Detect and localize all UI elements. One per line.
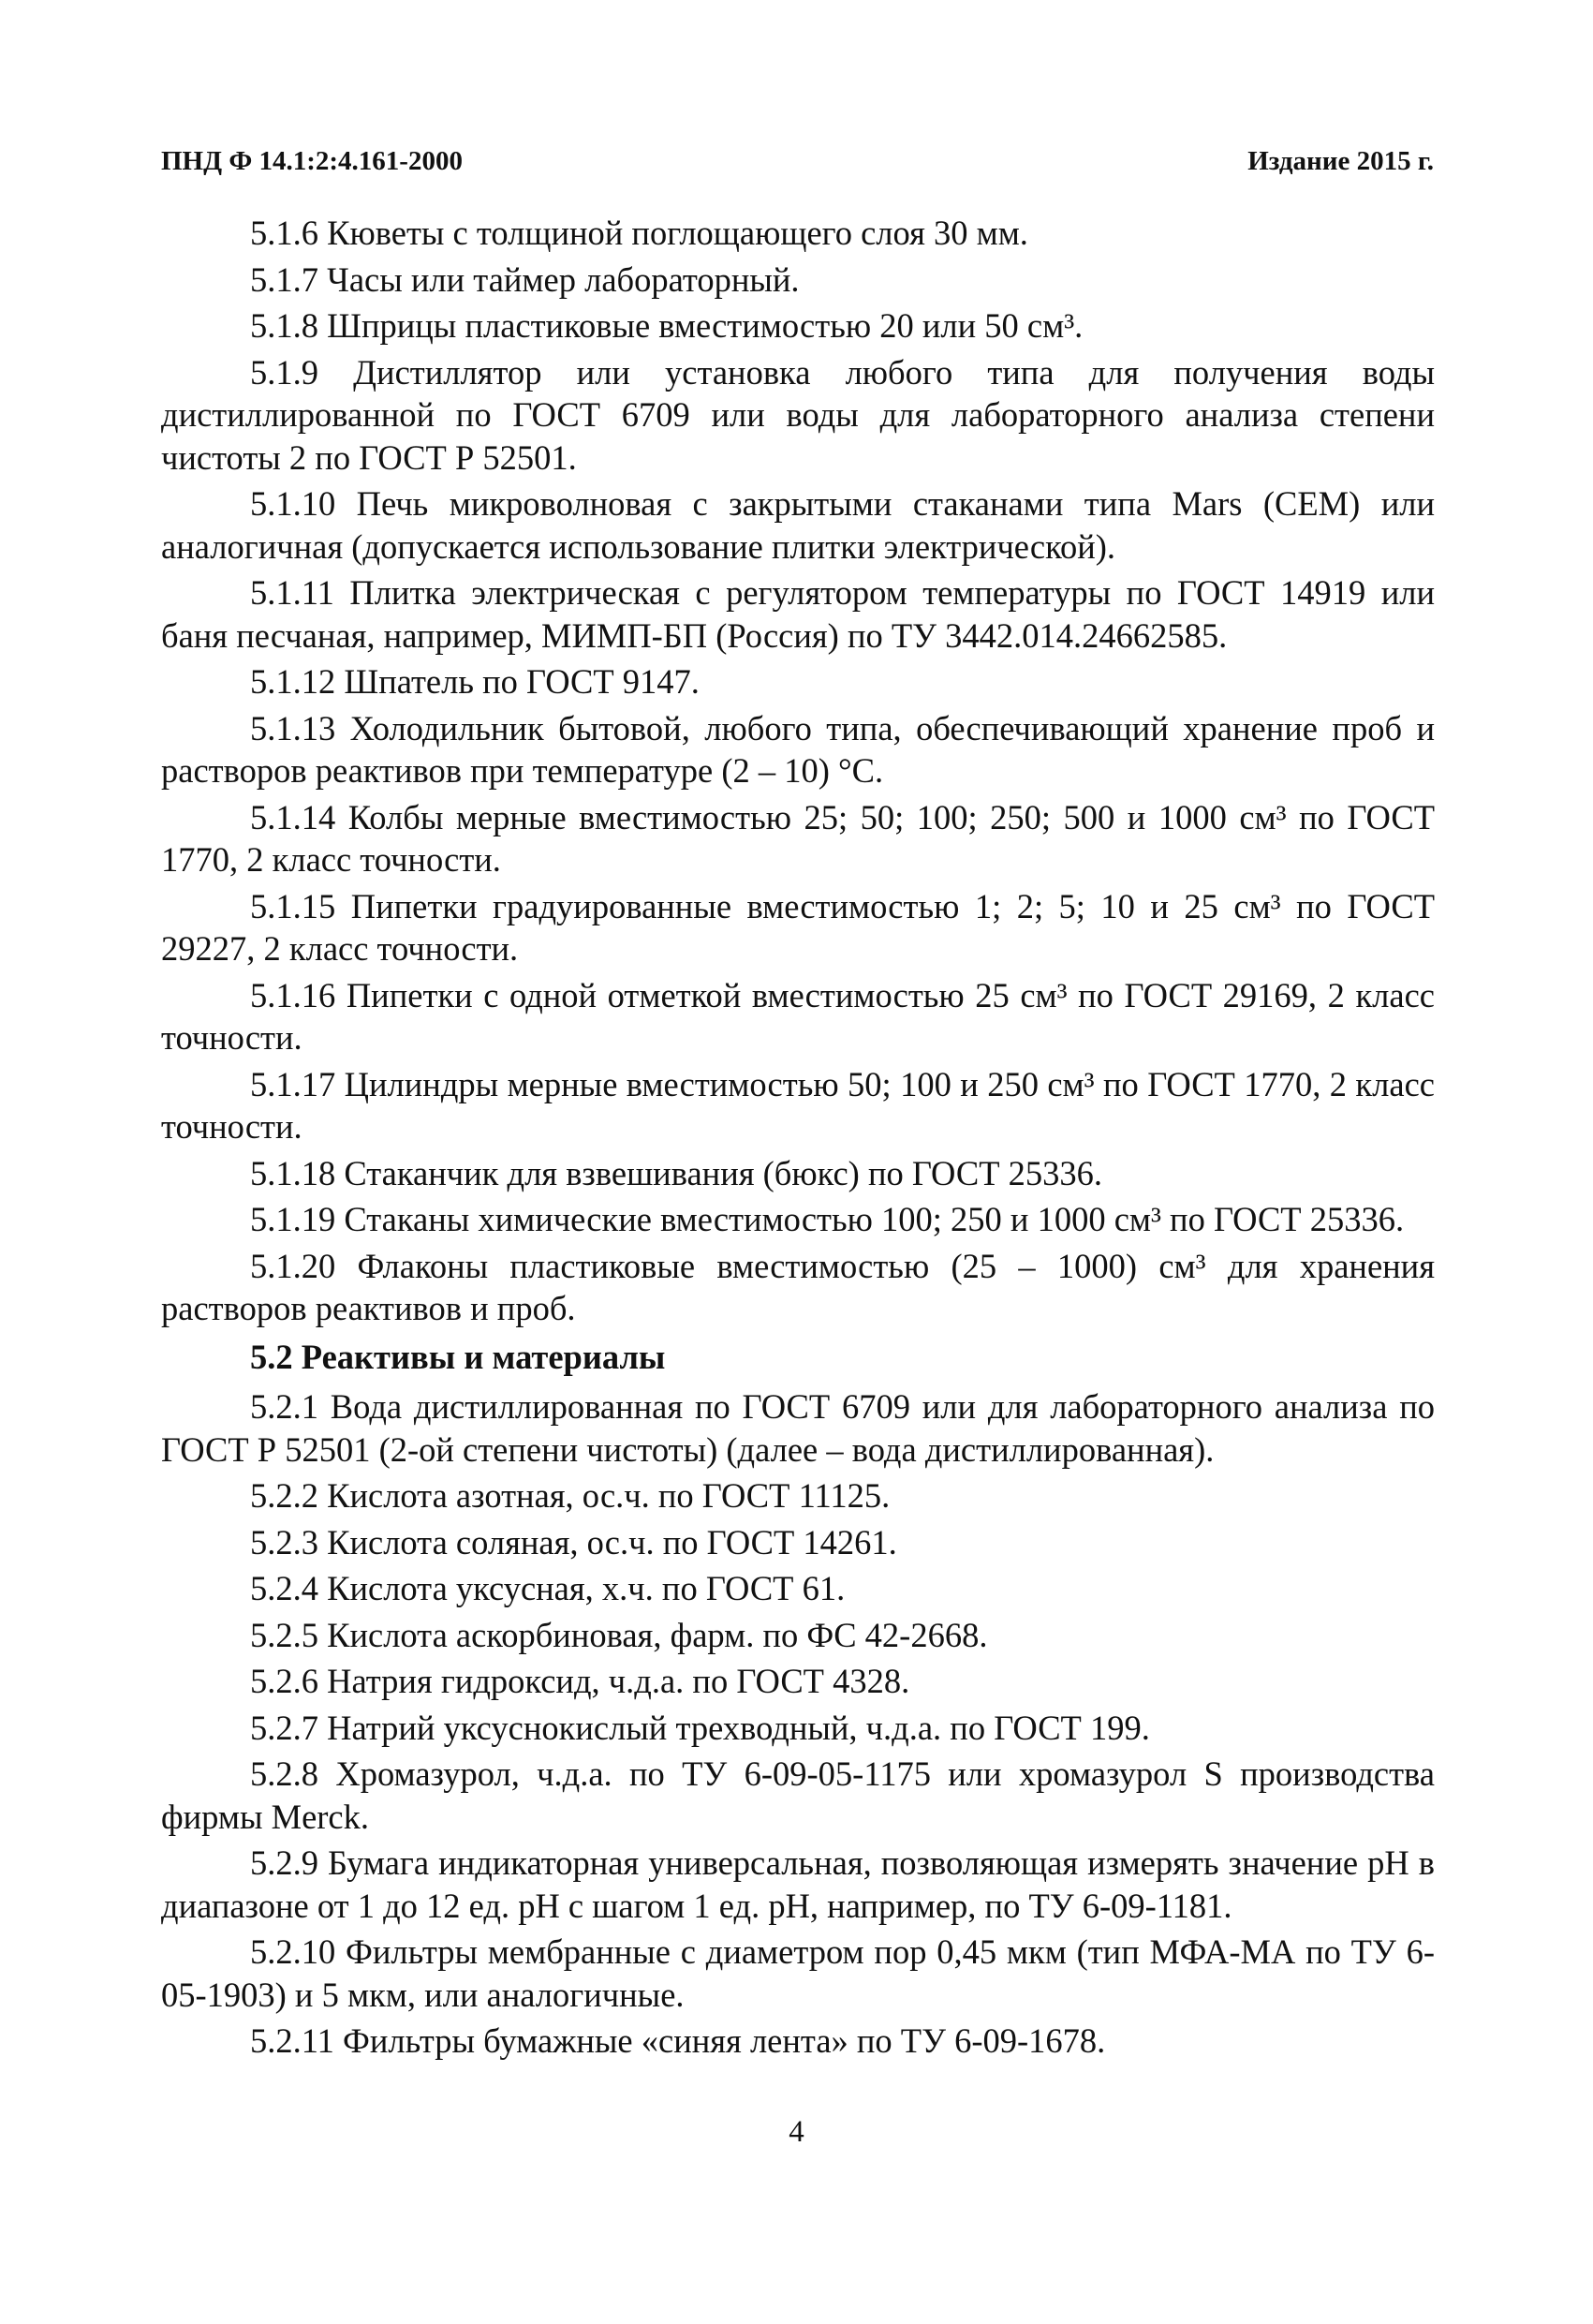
list-item: 5.1.10 Печь микроволновая с закрытыми стаканами типа Mars (CEM) или аналогичная (допускается использование плитки электрической).: [161, 484, 1435, 566]
section-heading: 5.2 Реактивы и материалы: [250, 1337, 666, 1376]
list-item: 5.1.7 Часы или таймер лабораторный.: [250, 259, 800, 299]
list-item: 5.2.7 Натрий уксуснокислый трехводный, ч.д.а. по ГОСТ 199.: [250, 1708, 1150, 1747]
list-item: 5.1.15 Пипетки градуированные вместимостью 1; 2; 5; 10 и 25 см³ по ГОСТ 29227, 2 класс точности.: [161, 886, 1435, 968]
list-item: 5.1.19 Стаканы химические вместимостью 100; 250 и 1000 см³ по ГОСТ 25336.: [250, 1200, 1405, 1238]
document-code: ПНД Ф 14.1:2:4.161-2000: [161, 146, 463, 176]
list-item: 5.2.6 Натрия гидроксид, ч.д.а. по ГОСТ 4328.: [250, 1662, 910, 1700]
list-item: 5.1.18 Стаканчик для взвешивания (бюкс) по ГОСТ 25336.: [250, 1153, 1102, 1192]
list-item: 5.2.2 Кислота азотная, ос.ч. по ГОСТ 11125.: [250, 1476, 891, 1515]
list-item: 5.1.16 Пипетки с одной отметкой вместимостью 25 см³ по ГОСТ 29169, 2 класс точности.: [161, 975, 1435, 1057]
list-item: 5.1.12 Шпатель по ГОСТ 9147.: [250, 662, 700, 701]
list-item: 5.1.6 Кюветы с толщиной поглощающего слоя 30 мм.: [250, 214, 1028, 252]
list-item: 5.1.14 Колбы мерные вместимостью 25; 50; 100; 250; 500 и 1000 см³ по ГОСТ 1770, 2 класс точности.: [161, 797, 1435, 879]
list-item: 5.1.20 Флаконы пластиковые вместимостью (25 – 1000) см³ для хранения растворов реактивов и проб.: [161, 1246, 1435, 1327]
list-item: 5.2.8 Хромазурол, ч.д.а. по ТУ 6-09-05-1175 или хромазурол S производства фирмы Merck.: [161, 1754, 1435, 1836]
list-item: 5.2.9 Бумага индикаторная универсальная, позволяющая измерять значение pH в диапазоне от 1 до 12 ед. pH с шагом 1 ед. pH, например, по ТУ 6-09-1181.: [161, 1843, 1435, 1925]
edition-label: Издание 2015 г.: [1247, 146, 1434, 176]
list-item: 5.2.10 Фильтры мембранные с диаметром пор 0,45 мкм (тип МФА-МА по ТУ 6-05-1903) и 5 мкм, или аналогичные.: [161, 1932, 1435, 2014]
list-item: 5.2.1 Вода дистиллированная по ГОСТ 6709 или для лабораторного анализа по ГОСТ Р 52501 (2-ой степени чистоты) (далее – вода дистиллированная).: [161, 1387, 1435, 1469]
page-header: [161, 146, 1434, 184]
list-item: 5.1.11 Плитка электрическая с регулятором температуры по ГОСТ 14919 или баня песчаная, например, МИМП-БП (Россия) по ТУ 3442.014.24662585.: [161, 573, 1435, 655]
list-item: 5.2.5 Кислота аскорбиновая, фарм. по ФС 42-2668.: [250, 1615, 988, 1654]
list-item: 5.2.3 Кислота соляная, ос.ч. по ГОСТ 14261.: [250, 1522, 897, 1562]
page-number: 4: [789, 2115, 804, 2149]
list-item: 5.1.13 Холодильник бытовой, любого типа, обеспечивающий хранение проб и растворов реактивов при температуре (2 – 10) °С.: [161, 708, 1435, 790]
list-item: 5.1.17 Цилиндры мерные вместимостью 50; 100 и 250 см³ по ГОСТ 1770, 2 класс точности.: [161, 1064, 1435, 1146]
list-item: 5.1.9 Дистиллятор или установка любого типа для получения воды дистиллированной по ГОСТ 6709 или воды для лабораторного анализа степени чистоты 2 по ГОСТ Р 52501.: [161, 352, 1435, 477]
list-item: 5.2.4 Кислота уксусная, х.ч. по ГОСТ 61.: [250, 1569, 846, 1607]
document-body: [161, 212, 1435, 2063]
list-item: 5.2.11 Фильтры бумажные «синяя лента» по ТУ 6-09-1678.: [250, 2021, 1106, 2060]
list-item: 5.1.8 Шприцы пластиковые вместимостью 20 или 50 см³.: [250, 306, 1084, 345]
